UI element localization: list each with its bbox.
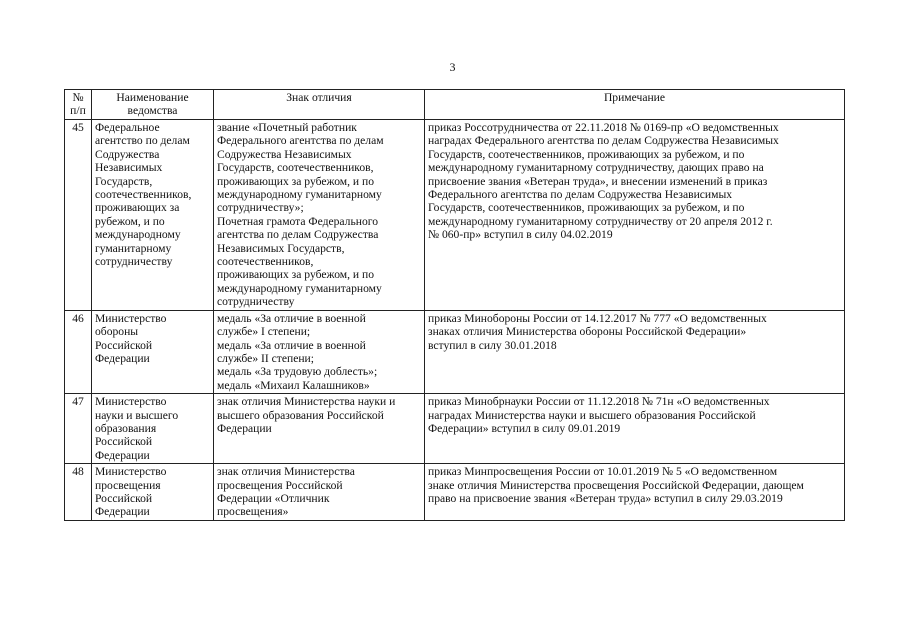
- award-name-line: знак отличия Министерства: [217, 465, 355, 479]
- note-line: приказ Минобрнауки России от 11.12.2018 № 71н «О ведомственных: [428, 395, 770, 409]
- note-line: Государств, соотечественников, проживающих за рубежом, и по: [428, 201, 745, 215]
- note-line: наградах Федерального агентства по делам Содружества Независимых: [428, 134, 779, 148]
- note-line: Государств, соотечественников, проживающих за рубежом, и по: [428, 147, 745, 161]
- agency-name-line: Независимых: [95, 161, 163, 175]
- note-cell: [425, 310, 845, 393]
- award-name-line: сотрудничеству: [217, 295, 295, 309]
- header-agency: Наименование ведомства: [92, 90, 214, 120]
- note-line: Федерального агентства по делам Содружества Независимых: [428, 188, 733, 202]
- award-name-cell: [214, 120, 425, 311]
- header-note: Примечание: [425, 90, 845, 120]
- agency-name-line: образования: [95, 421, 157, 435]
- award-name-line: проживающих за рубежом, и по: [217, 174, 375, 188]
- note-line: знаке отличия Министерства просвещения Российской Федерации, дающем: [428, 478, 804, 492]
- agency-name-line: Министерство: [95, 311, 167, 325]
- agency-name-line: Федерации: [95, 448, 150, 462]
- note-line: № 060-пр» вступил в силу 04.02.2019: [428, 228, 613, 242]
- award-name-line: службе» II степени;: [217, 351, 314, 365]
- award-name-line: медаль «Михаил Калашников»: [217, 378, 370, 392]
- award-name-line: сотрудничеству»;: [217, 201, 304, 215]
- award-name-line: Содружества Независимых: [217, 147, 352, 161]
- agency-name-line: Федерации: [95, 351, 150, 365]
- agency-name-line: Министерство: [95, 465, 167, 479]
- agency-name-line: Федеральное: [95, 121, 160, 134]
- award-name-line: Почетная грамота Федерального: [217, 214, 379, 228]
- note-line: Федерации» вступил в силу 09.01.2019: [428, 421, 621, 435]
- award-name-line: проживающих за рубежом, и по: [217, 268, 375, 282]
- agency-name-cell: [92, 394, 214, 464]
- agency-name-line: Российской: [95, 435, 153, 449]
- row-number: 46: [65, 310, 92, 393]
- award-name-line: соотечественников,: [217, 255, 314, 269]
- agency-name-line: сотрудничеству: [95, 255, 173, 269]
- award-name-cell: [214, 394, 425, 464]
- header-award: Знак отличия: [214, 90, 425, 120]
- agency-name-line: агентство по делам: [95, 134, 190, 148]
- agency-name-line: Федерации: [95, 505, 150, 519]
- row-number: 48: [65, 464, 92, 521]
- agency-name-line: Государств,: [95, 174, 153, 188]
- row-number: 47: [65, 394, 92, 464]
- agency-name-line: Содружества: [95, 147, 160, 161]
- agency-name-line: Министерство: [95, 395, 167, 409]
- table-row: [65, 464, 845, 521]
- table-row: [65, 120, 845, 311]
- note-line: наградах Министерства науки и высшего образования Российской: [428, 408, 756, 422]
- table-row: [65, 394, 845, 464]
- agency-name-line: науки и высшего: [95, 408, 179, 422]
- table-header-row: [65, 90, 845, 120]
- agency-name-line: обороны: [95, 325, 139, 339]
- agency-name-line: соотечественников,: [95, 188, 192, 202]
- page-number: 3: [449, 60, 456, 74]
- award-name-line: медаль «За отличие в военной: [217, 338, 366, 352]
- award-name-line: знак отличия Министерства науки и: [217, 395, 396, 409]
- note-line: право на присвоение звания «Ветеран труда» вступил в силу 29.03.2019: [428, 491, 783, 505]
- agency-name-line: гуманитарному: [95, 241, 172, 255]
- award-name-line: просвещения»: [217, 505, 289, 519]
- agency-name-line: Российской: [95, 491, 153, 505]
- note-line: приказ Минпросвещения России от 10.01.2019 № 5 «О ведомственном: [428, 465, 778, 479]
- agency-name-cell: [92, 120, 214, 311]
- note-line: присвоение звания «Ветеран труда», и внесении изменений в приказ: [428, 174, 768, 188]
- agency-name-line: Российской: [95, 338, 153, 352]
- note-cell: [425, 394, 845, 464]
- award-name-line: агентства по делам Содружества: [217, 228, 379, 242]
- note-line: приказ Россотрудничества от 22.11.2018 № 0169-пр «О ведомственных: [428, 121, 779, 134]
- award-name-line: Федерации «Отличник: [217, 491, 330, 505]
- agency-name-cell: [92, 310, 214, 393]
- award-name-line: Государств, соотечественников,: [217, 161, 374, 175]
- awards-table: [64, 89, 845, 521]
- note-line: знаках отличия Министерства обороны Российской Федерации»: [428, 325, 747, 339]
- award-name-line: просвещения Российской: [217, 478, 343, 492]
- header-num: № п/п: [65, 90, 92, 120]
- award-name-line: международному гуманитарному: [217, 281, 382, 295]
- note-line: международному гуманитарному сотрудничеству, дающих право на: [428, 161, 764, 175]
- table-row: [65, 310, 845, 393]
- award-name-cell: [214, 310, 425, 393]
- agency-name-line: международному: [95, 228, 181, 242]
- award-name-line: Федерального агентства по делам: [217, 134, 384, 148]
- note-cell: [425, 120, 845, 311]
- note-line: приказ Минобороны России от 14.12.2017 № 777 «О ведомственных: [428, 311, 767, 325]
- award-name-line: высшего образования Российской: [217, 408, 384, 422]
- note-cell: [425, 464, 845, 521]
- award-name-cell: [214, 464, 425, 521]
- award-name-line: службе» I степени;: [217, 325, 311, 339]
- agency-name-line: рубежом, и по: [95, 214, 165, 228]
- agency-name-line: проживающих за: [95, 201, 180, 215]
- award-name-line: Федерации: [217, 421, 272, 435]
- note-line: вступил в силу 30.01.2018: [428, 338, 557, 352]
- award-name-line: медаль «За отличие в военной: [217, 311, 366, 325]
- agency-name-line: просвещения: [95, 478, 161, 492]
- award-name-line: звание «Почетный работник: [217, 121, 357, 134]
- note-line: международному гуманитарному сотрудничеству от 20 апреля 2012 г.: [428, 214, 773, 228]
- row-number: 45: [65, 120, 92, 311]
- award-name-line: международному гуманитарному: [217, 188, 382, 202]
- award-name-line: медаль «За трудовую доблесть»;: [217, 365, 378, 379]
- award-name-line: Независимых Государств,: [217, 241, 345, 255]
- agency-name-cell: [92, 464, 214, 521]
